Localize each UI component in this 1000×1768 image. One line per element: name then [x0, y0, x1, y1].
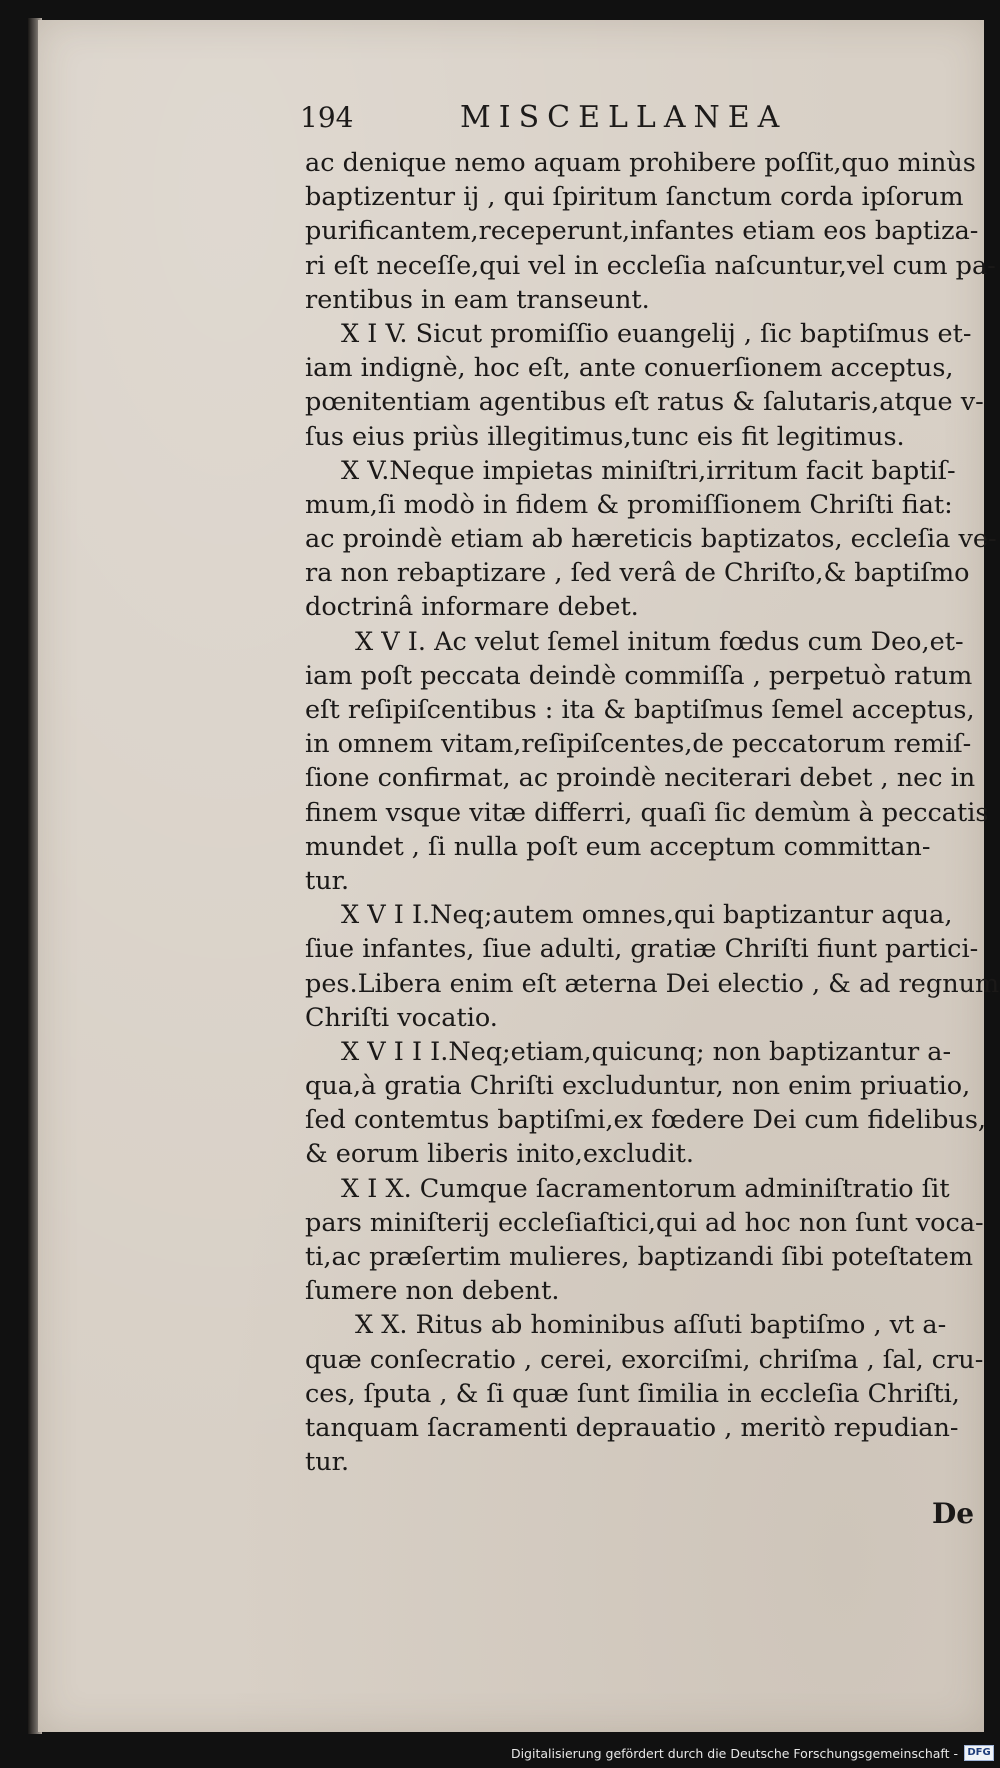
text-line: ſed contemtus baptiſmi,ex fœdere Dei cum fidelibus,: [305, 1105, 987, 1136]
text-line: ac proindè etiam ab hæreticis baptizatos, eccleſia ve-: [305, 524, 997, 555]
text-line: tur.: [305, 865, 350, 896]
text-line: qua,à gratia Chriſti excluduntur, non enim priuatio,: [305, 1071, 971, 1102]
text-line: iam indignè, hoc eſt, ante conuerſionem acceptus,: [305, 353, 954, 384]
text-line: tanquam ſacramenti deprauatio , meritò repudian-: [305, 1412, 959, 1443]
text-line: X V I I I.Neq;etiam,quicunq; non baptizantur a-: [341, 1036, 952, 1067]
body-text: [305, 146, 1000, 1479]
text-line: ti,ac præſertim mulieres, baptizandi ſibi poteſtatem: [305, 1242, 974, 1272]
page-number: 194: [300, 101, 354, 134]
text-line: mundet , ſi nulla poſt eum acceptum committan-: [305, 831, 931, 862]
text-line: & eorum liberis inito,excludit.: [305, 1139, 695, 1170]
catchword: De: [932, 1497, 975, 1530]
text-line: ſumere non debent.: [305, 1276, 560, 1307]
running-title: MISCELLANEA: [460, 100, 788, 135]
text-line: X I X. Cumque ſacramentorum adminiſtratio ſit: [341, 1173, 950, 1204]
text-line: Chriſti vocatio.: [305, 1002, 498, 1033]
text-line: ri eſt neceſſe,qui vel in eccleſia naſcuntur,vel cum pa-: [305, 250, 996, 281]
text-line: in omnem vitam,reſipiſcentes,de peccatorum remiſ-: [305, 729, 972, 760]
text-line: iam poſt peccata deindè commiſſa , perpetuò ratum: [305, 660, 973, 691]
text-line: finem vsque vitæ differri, quaſi ſic demùm à peccatis: [305, 797, 989, 828]
text-line: purificantem,receperunt,infantes etiam eos baptiza-: [305, 216, 979, 247]
text-line: X I V. Sicut promiſſio euangelij , ſic baptiſmus et-: [341, 318, 972, 349]
text-line: ſus eius priùs illegitimus,tunc eis fit legitimus.: [305, 421, 905, 452]
text-line: doctrinâ informare debet.: [305, 592, 639, 623]
text-line: ces, ſputa , & ſi quæ ſunt ſimilia in eccleſia Chriſti,: [305, 1378, 960, 1409]
text-line: mum,ſi modò in fidem & promiſſionem Chriſti fiat:: [305, 489, 953, 520]
text-line: tur.: [305, 1447, 350, 1478]
credit-text: Digitalisierung gefördert durch die Deutsche Forschungsgemeinschaft -: [510, 1745, 958, 1761]
text-line: baptizentur ij , qui ſpiritum ſanctum corda ipſorum: [305, 182, 964, 213]
dfg-logo: DFG: [964, 1745, 994, 1761]
text-line: ac denique nemo aquam prohibere poſſit,quo minùs: [305, 148, 976, 178]
text-line: ſiue infantes, ſiue adulti, gratiæ Chriſti fiunt partici-: [305, 934, 979, 965]
text-line: eſt reſipiſcentibus : ita & baptiſmus ſemel acceptus,: [305, 695, 975, 725]
text-line: X V I I.Neq;autem omnes,qui baptizantur aqua,: [341, 900, 953, 931]
text-line: pes.Libera enim eſt æterna Dei electio , & ad regnum: [305, 968, 1000, 999]
text-line: pars miniſterij eccleſiaſtici,qui ad hoc non ſunt voca-: [305, 1207, 984, 1238]
text-line: X V I. Ac velut ſemel initum fœdus cum Deo,et-: [355, 626, 964, 657]
text-line: ra non rebaptizare , ſed verâ de Chriſto,& baptiſmo: [305, 558, 970, 589]
text-line: quæ conſecratio , cerei, exorciſmi, chriſma , ſal, cru-: [305, 1344, 984, 1375]
text-line: X X. Ritus ab hominibus aſſuti baptiſmo , vt a-: [355, 1310, 947, 1341]
digitization-credit: [511, 1742, 994, 1764]
text-line: pœnitentiam agentibus eſt ratus & ſalutaris,atque v-: [305, 387, 984, 418]
text-line: ſione confirmat, ac proindè neciterari debet , nec in: [305, 763, 976, 794]
page-header: [300, 100, 820, 140]
text-line: X V.Neque impietas miniſtri,irritum facit baptiſ-: [341, 455, 956, 486]
text-line: rentibus in eam transeunt.: [305, 284, 650, 315]
